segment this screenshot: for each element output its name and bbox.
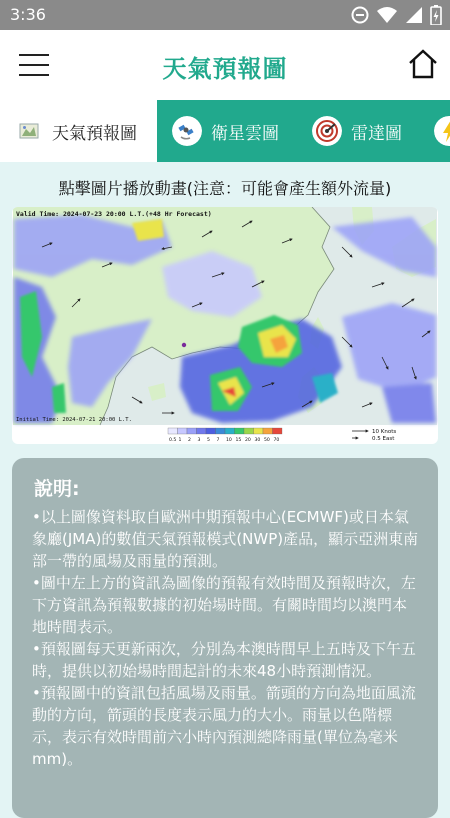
tab-weather-forecast[interactable]	[0, 100, 157, 162]
rain-legend-value: 2	[188, 438, 191, 443]
wifi-icon	[376, 6, 398, 24]
valid-time-label: Valid Time: 2024-07-23 20:00 L.T.(+48 Hr Forecast)	[16, 210, 212, 218]
rain-legend-swatch	[197, 428, 207, 434]
rain-legend-swatch	[206, 428, 216, 434]
tab-label: 衛星雲圖	[211, 123, 279, 144]
rain-legend-value: 70	[273, 438, 280, 443]
status-icons	[351, 5, 442, 25]
animation-notice: 點擊圖片播放動畫(注意：可能會產生額外流量)	[58, 179, 392, 198]
tab-label: 天氣預報圖	[52, 123, 137, 144]
dnd-icon	[351, 6, 369, 24]
rain-legend-swatch	[178, 428, 188, 434]
description-item: •預報圖每天更新兩次，分別為本澳時間早上五時及下午五時，提供以初始場時間起計的未來48小時預測情況。	[32, 640, 416, 680]
description-card	[12, 458, 438, 818]
signal-icon	[405, 6, 423, 24]
rain-legend-swatch	[168, 428, 178, 434]
rain-legend-value: 1	[178, 438, 182, 443]
description-item: •圖中左上方的資訊為圖像的預報有效時間及預報時次，左下方資訊為預報數據的初始場時間。有關時間均以澳門本地時間表示。	[32, 574, 416, 636]
app-bar	[0, 30, 450, 101]
forecast-map	[12, 207, 438, 444]
rain-legend-swatch	[235, 428, 245, 434]
rain-legend	[168, 428, 282, 443]
description-heading: 說明:	[34, 478, 80, 500]
status-bar	[0, 0, 450, 30]
status-time: 3:36	[10, 5, 46, 24]
description-item: •以上圖像資料取自歐洲中期預報中心(ECMWF)或日本氣象廳(JMA)的數值天氣預報模式(NWP)產品，顯示亞洲東南部一帶的風場及雨量的預測。	[32, 508, 419, 570]
description-item: •預報圖中的資訊包括風場及雨量。箭頭的方向為地面風流動的方向，箭頭的長度表示風力的大小。雨量以色階標示，表示有效時間前六小時內預測總降雨量(單位為毫米mm)。	[32, 684, 416, 768]
rain-legend-swatch	[273, 428, 283, 434]
description-list	[32, 506, 420, 770]
rain-legend-value: 20	[245, 438, 251, 443]
rain-legend-swatch	[187, 428, 197, 434]
rain-legend-swatch	[216, 428, 226, 434]
rain-legend-value: 3	[197, 438, 201, 443]
rain-legend-value: 5	[207, 438, 210, 443]
tab-label: 雷達圖	[351, 123, 402, 144]
rain-legend-swatch	[225, 428, 235, 434]
wind-legend-east: 0.5 East	[372, 436, 395, 442]
lightning-tab-icon	[434, 116, 450, 146]
rain-legend-swatch	[254, 428, 264, 434]
initial-time-label: Initial Time: 2024-07-21 20:00 L.T.	[16, 417, 132, 423]
battery-icon	[430, 5, 442, 25]
rain-legend-swatch	[244, 428, 254, 434]
rain-legend-swatch	[263, 428, 273, 434]
page-title: 天氣預報圖	[162, 55, 288, 83]
rain-legend-value: 50	[264, 438, 270, 443]
rain-legend-value: 15	[235, 438, 242, 443]
tab-bar	[0, 100, 450, 162]
rain-legend-value: 0.5	[169, 438, 177, 443]
tab-lightning[interactable]	[434, 100, 450, 162]
radar-tab-icon	[312, 116, 342, 146]
rain-legend-value: 30	[254, 438, 261, 443]
rain-legend-value: 7	[216, 438, 220, 443]
tab-radar[interactable]	[312, 100, 402, 162]
wind-legend-knots: 10 Knots	[372, 429, 397, 435]
content-area	[0, 162, 450, 800]
tab-satellite[interactable]	[172, 100, 279, 162]
satellite-tab-icon	[172, 116, 202, 146]
home-icon[interactable]	[408, 48, 438, 80]
forecast-map-image[interactable]	[12, 207, 438, 444]
rain-legend-value: 10	[226, 438, 232, 443]
forecast-tab-icon	[18, 120, 40, 142]
